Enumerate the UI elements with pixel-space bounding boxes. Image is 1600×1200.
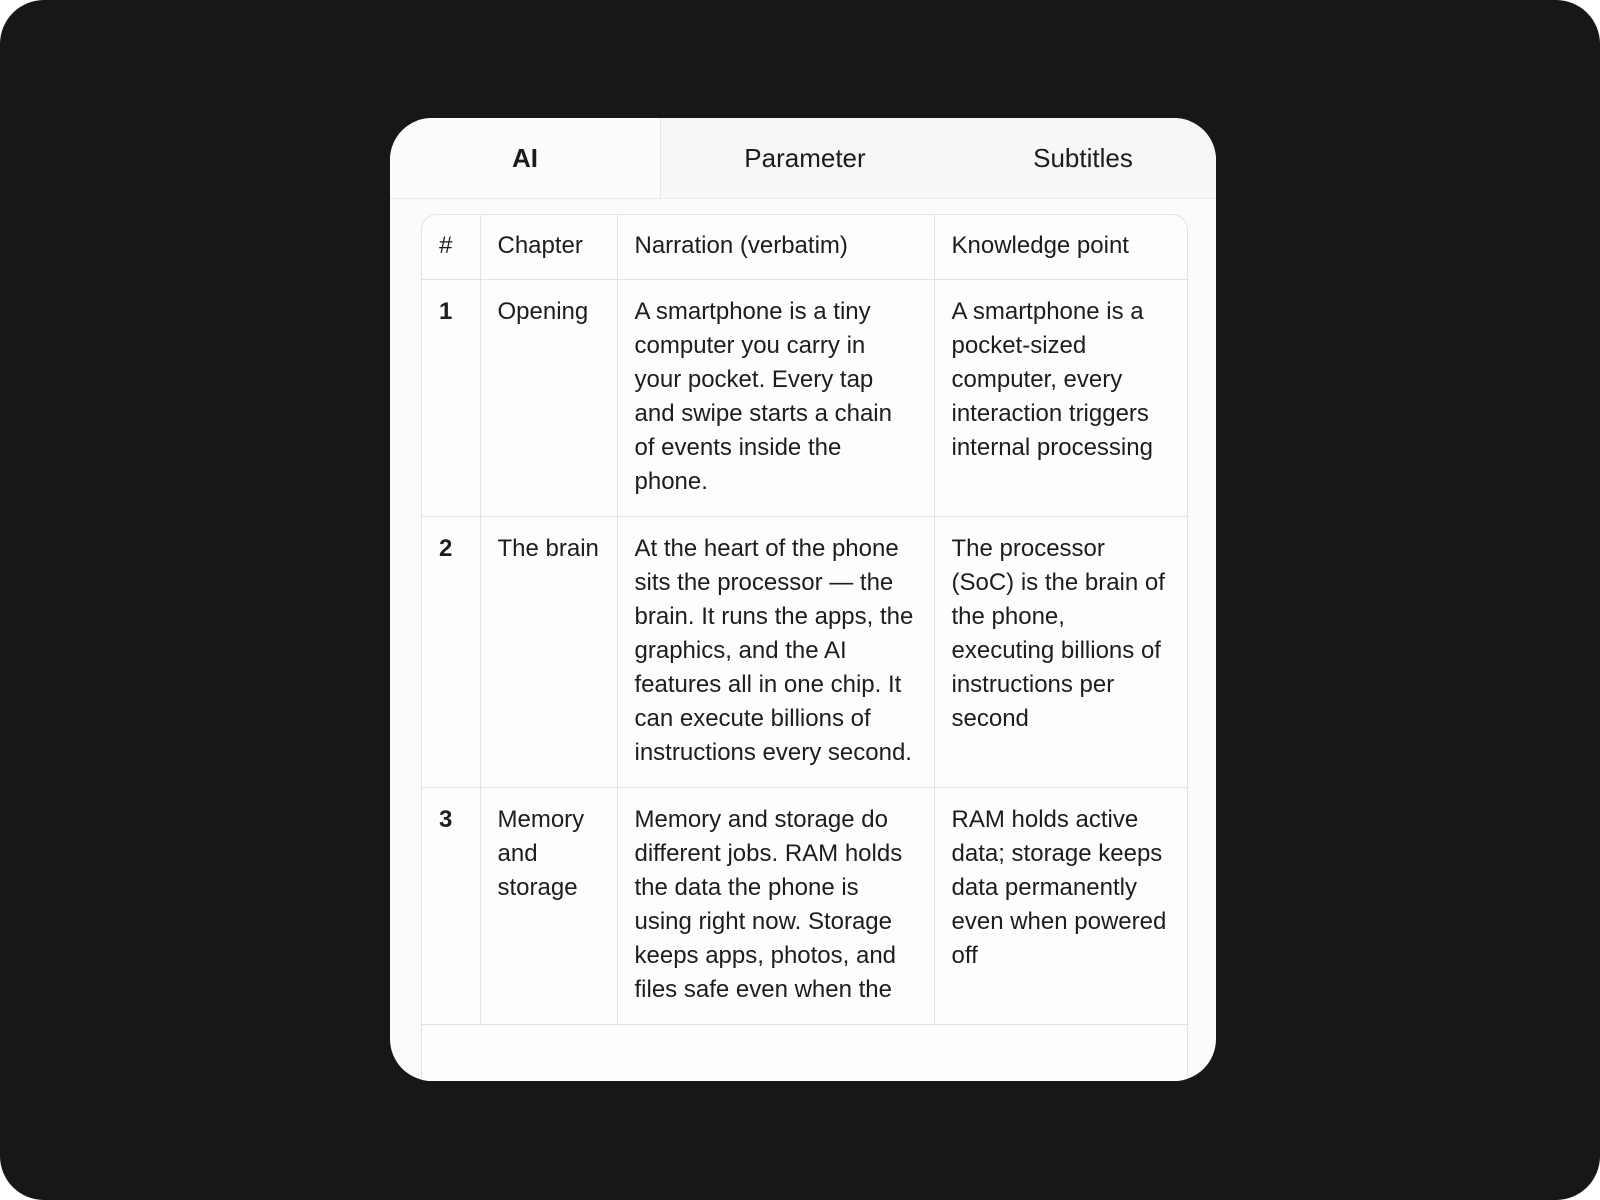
header-chapter: Chapter [480, 215, 617, 280]
row-chapter: Memory and storage [480, 788, 617, 1025]
table-row [422, 517, 1187, 788]
row-narration: At the heart of the phone sits the processor — the brain. It runs the apps, the graphics, and the AI features all in one chip. It can execute billions of instructions every second. [617, 517, 934, 788]
script-table-container[interactable] [421, 214, 1188, 1081]
script-table [422, 215, 1187, 1025]
row-number: 2 [422, 517, 480, 788]
table-row [422, 280, 1187, 517]
tab-bar [390, 118, 1216, 199]
header-knowledge-point: Knowledge point [934, 215, 1187, 280]
row-knowledge-point: The processor (SoC) is the brain of the phone, executing billions of instructions per second [934, 517, 1187, 788]
row-number: 3 [422, 788, 480, 1025]
row-chapter: Opening [480, 280, 617, 517]
tab-subtitles[interactable]: Subtitles [1033, 142, 1133, 173]
header-number: # [422, 215, 480, 280]
row-knowledge-point: RAM holds active data; storage keeps data permanently even when powered off [934, 788, 1187, 1025]
row-narration: A smartphone is a tiny computer you carry in your pocket. Every tap and swipe starts a chain of events inside the phone. [617, 280, 934, 517]
row-chapter: The brain [480, 517, 617, 788]
row-number: 1 [422, 280, 480, 517]
table-row [422, 788, 1187, 1025]
header-narration: Narration (verbatim) [617, 215, 934, 280]
tab-parameter[interactable]: Parameter [744, 142, 866, 173]
table-header-row [422, 215, 1187, 280]
content-card [390, 118, 1216, 1081]
tab-ai[interactable]: AI [390, 118, 661, 198]
row-narration: Memory and storage do different jobs. RAM holds the data the phone is using right now. Storage keeps apps, photos, and files safe even when the [617, 788, 934, 1025]
row-knowledge-point: A smartphone is a pocket-sized computer, every interaction triggers internal processing [934, 280, 1187, 517]
